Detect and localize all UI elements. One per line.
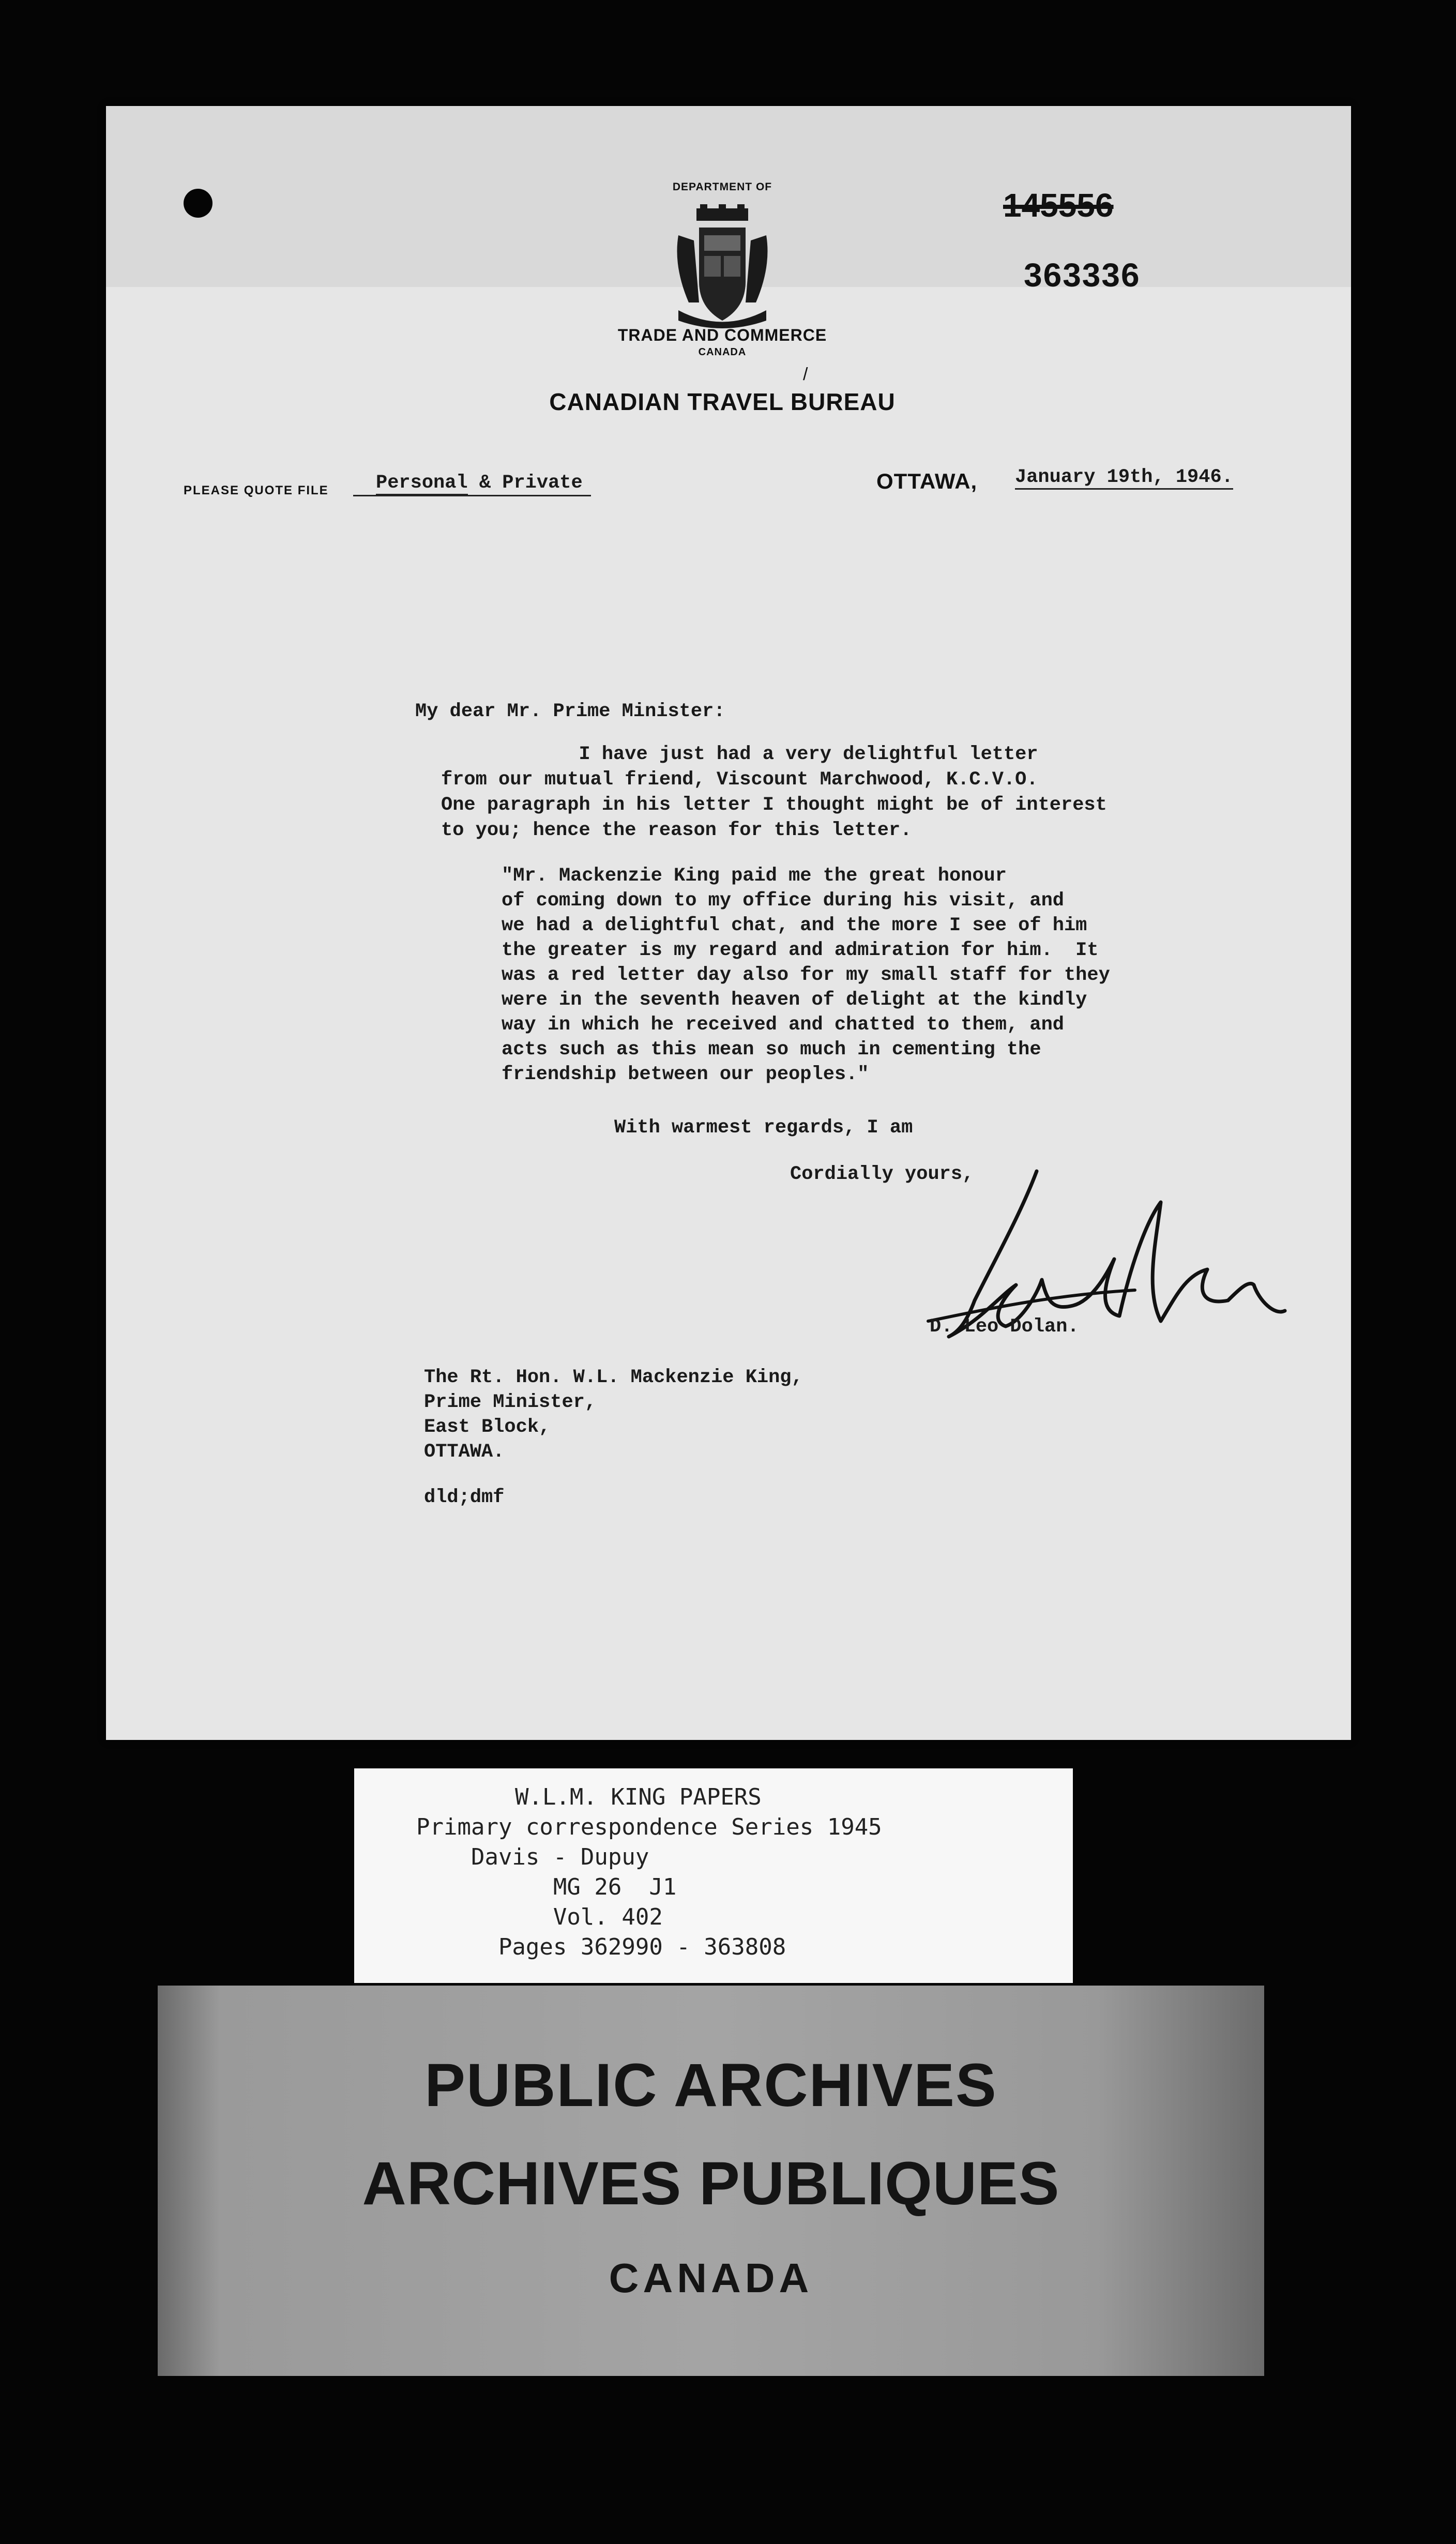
address-line: East Block, <box>424 1416 551 1438</box>
archive-label-line: Pages 362990 - 363808 <box>416 1934 786 1960</box>
department-name: TRADE AND COMMERCE <box>617 326 827 344</box>
letter-page <box>106 106 1351 1740</box>
paragraph-line: from our mutual friend, Viscount Marchwood, K.C.V.O. <box>441 769 1038 791</box>
stamp-line-country: CANADA <box>609 2255 813 2301</box>
regards-line: With warmest regards, I am <box>614 1117 913 1139</box>
address-line: The Rt. Hon. W.L. Mackenzie King, <box>424 1367 803 1388</box>
quote-line: acts such as this mean so much in cementing the <box>502 1039 1041 1061</box>
archive-label-card <box>354 1768 1073 1983</box>
archive-label-line: Primary correspondence Series 1945 <box>416 1814 882 1840</box>
quote-line: of coming down to my office during his visit, and <box>502 890 1064 912</box>
bureau-title: CANADIAN TRAVEL BUREAU <box>549 388 896 415</box>
recipient-address <box>424 1365 803 1464</box>
paragraph-line: to you; hence the reason for this letter. <box>441 820 912 841</box>
archive-label-line: W.L.M. KING PAPERS <box>460 1784 762 1810</box>
paragraph-line: One paragraph in his letter I thought might be of interest <box>441 794 1107 816</box>
file-reference-part1: Personal <box>376 472 468 495</box>
quote-line: friendship between our peoples." <box>502 1064 869 1085</box>
archive-label-line: Davis - Dupuy <box>416 1844 649 1870</box>
archive-label-line: Vol. 402 <box>416 1904 663 1930</box>
city-label: OTTAWA, <box>876 469 978 493</box>
quote-line: way in which he received and chatted to them, and <box>502 1014 1064 1036</box>
department-country: CANADA <box>698 346 747 358</box>
quote-line: the greater is my regard and admiration for him. It <box>502 940 1099 961</box>
quoted-paragraph <box>502 864 1110 1087</box>
coat-of-arms-icon <box>668 204 777 334</box>
quote-line: we had a delightful chat, and the more I see of him <box>502 915 1087 936</box>
paragraph-one <box>441 742 1107 843</box>
file-number: 363336 <box>1024 256 1141 294</box>
letter-date: January 19th, 1946. <box>1015 466 1233 490</box>
archive-label-line: MG 26 J1 <box>416 1874 677 1900</box>
reference-initials: dld;dmf <box>424 1487 505 1508</box>
tick-mark: / <box>803 365 808 384</box>
quote-file-label: PLEASE QUOTE FILE <box>184 483 329 497</box>
signer-name: D. Leo Dolan. <box>930 1316 1079 1338</box>
struck-file-number: 145556 <box>1003 187 1114 224</box>
paragraph-line: I have just had a very delightful letter <box>441 744 1038 765</box>
quote-line: were in the seventh heaven of delight at the kindly <box>502 989 1087 1011</box>
closing-line: Cordially yours, <box>790 1163 974 1185</box>
public-archives-stamp <box>158 1986 1264 2376</box>
quote-line: was a red letter day also for my small staff for they <box>502 964 1110 986</box>
stamp-line-french: ARCHIVES PUBLIQUES <box>362 2149 1060 2218</box>
quote-line: "Mr. Mackenzie King paid me the great honour <box>502 865 1007 887</box>
file-reference <box>376 472 583 494</box>
punch-hole <box>184 189 213 218</box>
salutation: My dear Mr. Prime Minister: <box>415 701 725 722</box>
stamp-line-english: PUBLIC ARCHIVES <box>424 2051 997 2119</box>
department-of-label: DEPARTMENT OF <box>672 181 772 193</box>
file-reference-part2: & Private <box>467 472 583 494</box>
address-line: OTTAWA. <box>424 1441 505 1463</box>
address-line: Prime Minister, <box>424 1391 597 1413</box>
